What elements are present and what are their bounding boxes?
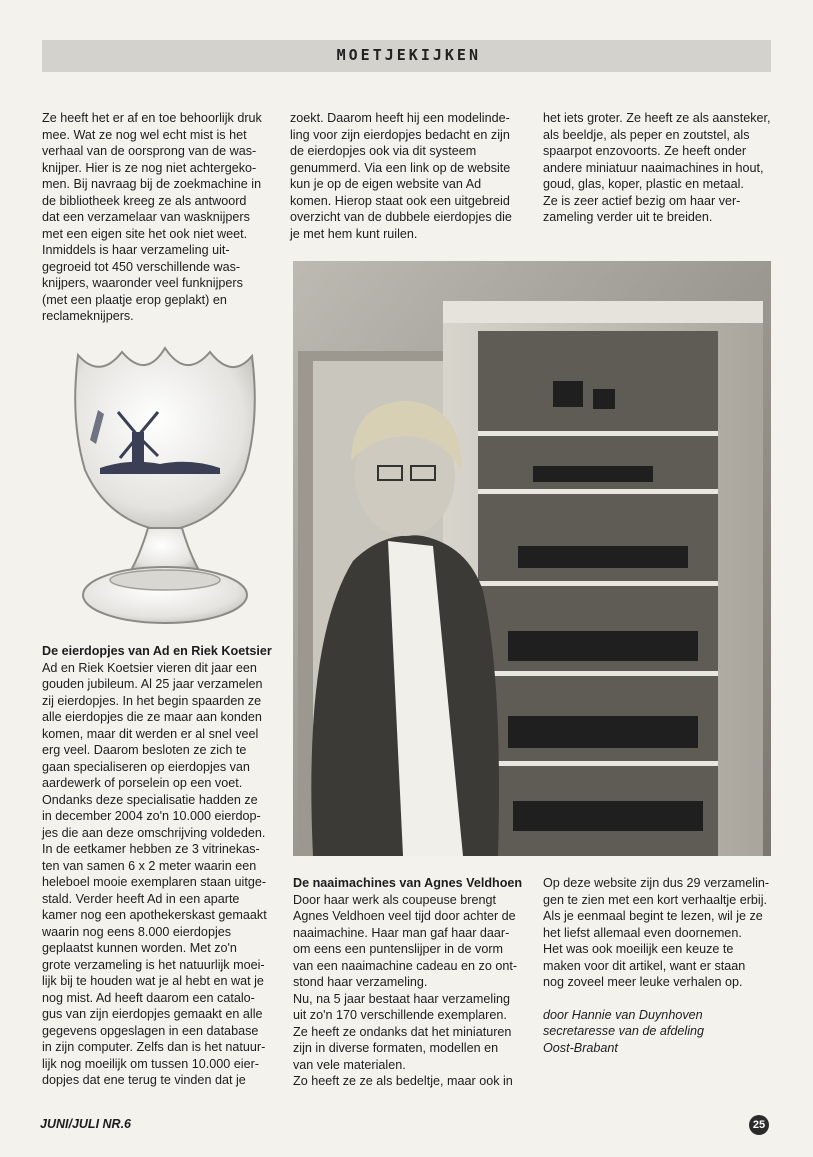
text-line: Ad en Riek Koetsier vieren dit jaar een xyxy=(42,660,257,675)
text-line: Nu, na 5 jaar bestaat haar verzameling xyxy=(293,991,511,1006)
text-line: genummerd. Via een link op de website xyxy=(290,160,511,175)
col1-top-text xyxy=(42,110,262,325)
text-line: in december 2004 zo'n 10.000 eierdop- xyxy=(42,809,261,823)
text-line: mee. Wat ze nog wel echt mist is het xyxy=(42,127,247,142)
text-line: naaimachine. Haar man gaf haar daar- xyxy=(293,925,510,940)
text-line: grote verzameling is het natuurlijk moei- xyxy=(42,957,265,972)
col2-article xyxy=(293,875,522,1090)
text-line: komen, maar dit werden er al snel veel xyxy=(42,726,259,741)
text-line: jes die aan deze omschrijving voldeden. xyxy=(42,825,266,840)
text-line: Door haar werk als coupeuse brengt xyxy=(293,892,497,907)
text-line: Agnes Veldhoen veel tijd door achter de xyxy=(293,909,516,923)
text-line: Ze heeft ze ondanks dat het miniaturen xyxy=(293,1024,512,1039)
text-line: de eierdopjes ook via dit systeem xyxy=(290,144,477,158)
text-line: de bibliotheek kreeg ze als antwoord xyxy=(42,193,247,208)
text-line: heleboel mooie exemplaren staan uitge- xyxy=(42,875,267,889)
eggcup-photo xyxy=(60,340,270,640)
text-line: zoekt. Daarom heeft hij een modelinde- xyxy=(290,111,510,125)
eggcup-illustration xyxy=(60,340,270,640)
text-line: ten van samen 6 x 2 meter waarin een xyxy=(42,858,257,873)
text-line: aardewerk of porselein op een voet. xyxy=(42,776,243,790)
cabinet-photo xyxy=(293,261,771,856)
text-line: stald. Verder heeft Ad in een aparte xyxy=(42,891,240,906)
text-line: In de eetkamer hebben ze 3 vitrinekas- xyxy=(42,842,260,856)
text-line: Als je eenmaal begint te lezen, wil je ze xyxy=(543,909,763,923)
byline-region: Oost-Brabant xyxy=(543,1040,618,1055)
text-line: (met een plaatje erop geplakt) en xyxy=(42,292,227,307)
text-line: dopjes dat ene terug te vinden dat je xyxy=(42,1073,246,1087)
text-line: ling voor zijn eierdopjes bedacht en zijn xyxy=(290,127,510,142)
text-line: Inmiddels is haar verzameling uit- xyxy=(42,243,230,257)
woman-cabinet-illustration xyxy=(293,261,771,856)
col3-top-text xyxy=(543,110,771,226)
text-line: het iets groter. Ze heeft ze als aansteker, xyxy=(543,111,771,125)
text-line: knijper. Hier is ze nog niet achtergeko- xyxy=(42,160,257,175)
byline-role: secretaresse van de afdeling xyxy=(543,1024,705,1038)
text-line: nog mist. Ad heeft daarom een catalo- xyxy=(42,990,255,1005)
text-line: alle eierdopjes die ze maar aan konden xyxy=(42,710,262,724)
text-line: van vele materialen. xyxy=(293,1057,406,1072)
text-line: spaarpot enzovoorts. Ze heeft onder xyxy=(543,144,747,158)
text-line: Het was ook moeilijk een keuze te xyxy=(543,942,734,956)
text-line: nog zoveel meer leuke verhalen op. xyxy=(543,975,743,989)
text-line: om eens een puntenslijper in de vorm xyxy=(293,942,504,956)
text-line: Ondanks deze specialisatie hadden ze xyxy=(42,792,258,807)
text-line: lijk nog moeilijk om tussen 10.000 eier- xyxy=(42,1056,259,1071)
issue-label: JUNI/JULI NR.6 xyxy=(40,1117,131,1131)
spacer xyxy=(543,991,769,1007)
text-line: zijn in diverse formaten, modellen en xyxy=(293,1041,499,1055)
text-line: maken voor dit artikel, want er staan xyxy=(543,958,746,973)
article-heading-naaimachines: De naaimachines van Agnes Veldhoen xyxy=(293,876,523,890)
text-line: reclameknijpers. xyxy=(42,309,134,323)
article-heading-eierdopjes: De eierdopjes van Ad en Riek Koetsier xyxy=(42,644,272,658)
text-line: dat een verzamelaar van wasknijpers xyxy=(42,210,250,224)
col2-top-text xyxy=(290,110,512,242)
text-line: met een eigen site het ook niet weet. xyxy=(42,226,248,241)
text-line: goud, glas, koper, plastic en metaal. xyxy=(543,177,744,191)
byline-author: door Hannie van Duynhoven xyxy=(543,1007,703,1022)
text-line: erg veel. Daarom besloten ze zich te xyxy=(42,743,247,757)
text-line: gegevens opgeslagen in een database xyxy=(42,1023,259,1038)
text-line: stond haar verzameling. xyxy=(293,975,428,989)
text-line: men. Bij navraag bij de zoekmachine in xyxy=(42,177,262,191)
text-line: lijk bij te houden wat je al hebt en wat je xyxy=(42,974,264,988)
text-line: verhaal van de oorsprong van de was- xyxy=(42,144,257,158)
section-title: MOETJEKIJKEN xyxy=(336,46,481,64)
text-line: Ze heeft het er af en toe behoorlijk druk xyxy=(42,111,262,125)
text-line: Ze is zeer actief bezig om haar ver- xyxy=(543,193,741,208)
text-line: gouden jubileum. Al 25 jaar verzamelen xyxy=(42,677,263,691)
text-line: Zo heeft ze ze als bedeltje, maar ook in xyxy=(293,1074,513,1088)
text-line: gegroeid tot 450 verschillende was- xyxy=(42,259,241,274)
text-line: waarin nog eens 8.000 eierdopjes xyxy=(42,924,232,939)
text-line: je met hem kunt ruilen. xyxy=(290,226,418,241)
text-line: als beeldje, als peper en zoutstel, als xyxy=(543,127,750,142)
section-header-bar xyxy=(42,40,771,72)
text-line: knijpers, waaronder veel funknijpers xyxy=(42,276,243,290)
text-line: andere miniatuur naaimachines in hout, xyxy=(543,160,764,175)
text-line: Op deze website zijn dus 29 verzamelin- xyxy=(543,876,770,890)
text-line: gus van zijn eierdopjes gemaakt en alle xyxy=(42,1007,263,1021)
text-line: gen te zien met een kort verhaaltje erbij. xyxy=(543,892,768,907)
text-line: kun je op de eigen website van Ad xyxy=(290,177,482,191)
col3-article xyxy=(543,875,769,1056)
text-line: geplaatst kunnen worden. Met zo'n xyxy=(42,941,237,955)
text-line: komen. Hierop staat ook een uitgebreid xyxy=(290,193,510,208)
text-line: zij eierdopjes. In het begin spaarden ze xyxy=(42,693,262,708)
text-line: uit zo'n 170 verschillende exemplaren. xyxy=(293,1008,507,1022)
text-line: gaan specialiseren op eierdopjes van xyxy=(42,759,250,774)
text-line: zameling verder uit te breiden. xyxy=(543,210,713,224)
page-number-badge: 25 xyxy=(749,1115,769,1135)
text-line: in zijn computer. Zelfs dan is het natuur- xyxy=(42,1040,266,1054)
col1-article xyxy=(42,643,272,1089)
text-line: het liefst allemaal even doornemen. xyxy=(543,925,742,940)
text-line: van een naaimachine cadeau en zo ont- xyxy=(293,958,518,973)
text-line: overzicht van de dubbele eierdopjes die xyxy=(290,210,512,224)
text-line: kamer nog een apothekerskast gemaakt xyxy=(42,908,267,922)
